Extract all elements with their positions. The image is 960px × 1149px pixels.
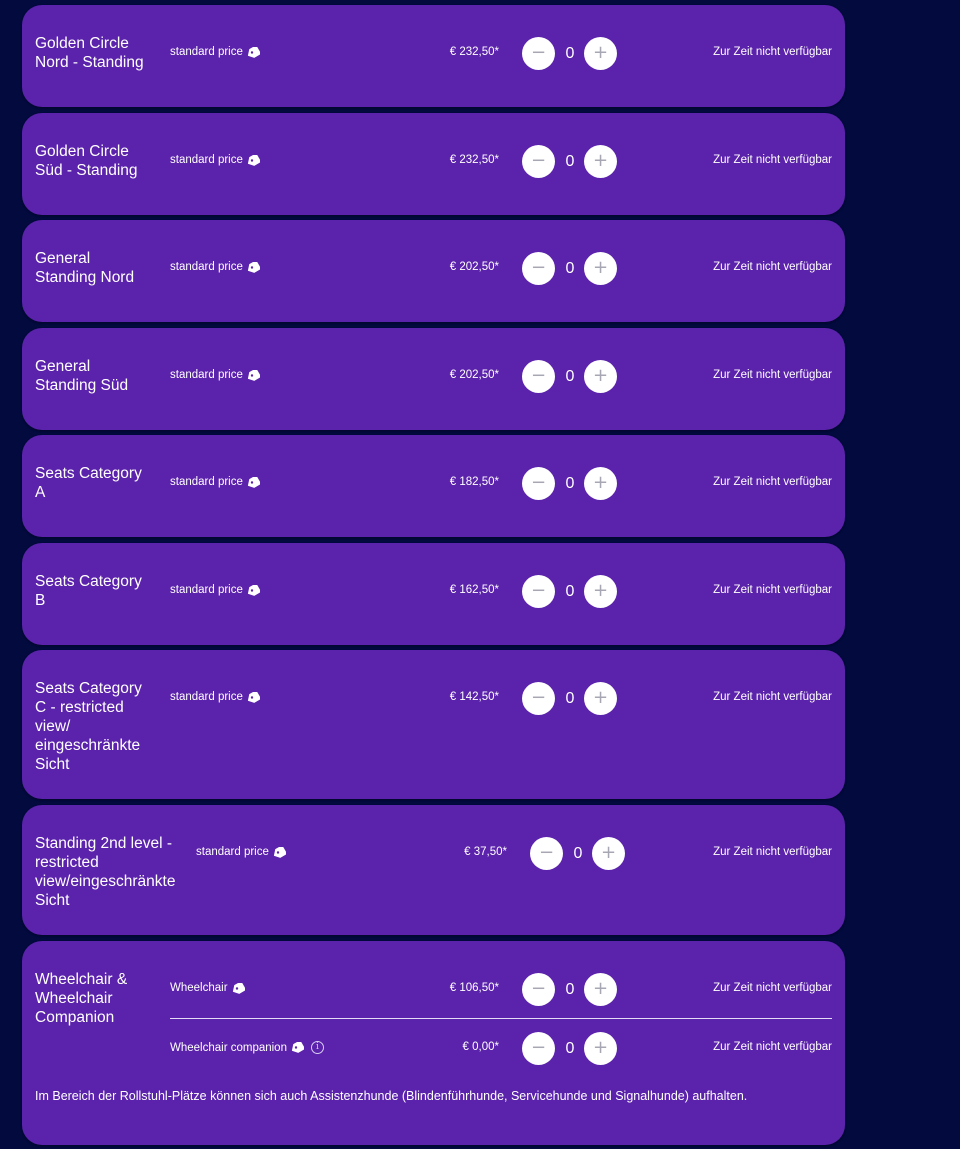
assistance-dog-note: Im Bereich der Rollstuhl-Plätze können sich auch Assistenzhunde (Blindenführhunde, Servicehunde und Signalhunde) aufhalten.	[35, 1089, 748, 1103]
decrease-quantity-button[interactable]: −	[522, 973, 555, 1006]
availability-status: Zur Zeit nicht verfügbar	[713, 691, 832, 703]
price-type-label: standard price	[170, 261, 243, 273]
quantity-value: 0	[565, 690, 575, 707]
price-type	[170, 476, 260, 488]
price-type-label: standard price	[170, 476, 243, 488]
ticket-card	[22, 650, 845, 799]
ticket-card	[22, 328, 845, 430]
quantity-value: 0	[565, 1040, 575, 1057]
ticket-card	[22, 5, 845, 107]
ticket-price: € 232,50*	[449, 154, 499, 166]
price-type	[170, 46, 260, 58]
ticket-price: € 106,50*	[449, 982, 499, 994]
ticket-title: Seats Category B	[35, 573, 142, 609]
ticket-title: Golden Circle Süd - Standing	[35, 143, 138, 179]
quantity-value: 0	[565, 368, 575, 385]
price-type-label: Wheelchair companion	[170, 1041, 287, 1054]
price-type	[170, 261, 260, 273]
price-type	[196, 846, 286, 858]
price-tag-icon	[247, 262, 260, 273]
decrease-quantity-button[interactable]: −	[522, 575, 555, 608]
increase-quantity-button[interactable]: +	[584, 682, 617, 715]
availability-status: Zur Zeit nicht verfügbar	[713, 46, 832, 58]
increase-quantity-button[interactable]: +	[584, 360, 617, 393]
ticket-price: € 202,50*	[449, 369, 499, 381]
quantity-value: 0	[565, 260, 575, 277]
ticket-card	[22, 543, 845, 645]
ticket-card	[22, 220, 845, 322]
ticket-card	[22, 805, 845, 935]
increase-quantity-button[interactable]: +	[584, 467, 617, 500]
availability-status: Zur Zeit nicht verfügbar	[713, 369, 832, 381]
price-tag-icon	[273, 847, 286, 858]
increase-quantity-button[interactable]: +	[584, 1032, 617, 1065]
ticket-card	[22, 435, 845, 537]
price-type	[170, 982, 245, 994]
quantity-value: 0	[565, 981, 575, 998]
quantity-value: 0	[565, 583, 575, 600]
info-icon[interactable]: i	[311, 1041, 324, 1054]
decrease-quantity-button[interactable]: −	[522, 145, 555, 178]
ticket-title: Seats Category A	[35, 465, 142, 501]
option-divider	[170, 1018, 832, 1019]
ticket-card	[22, 113, 845, 215]
ticket-title: General Standing Nord	[35, 250, 135, 286]
price-type-label: standard price	[170, 154, 243, 166]
availability-status: Zur Zeit nicht verfügbar	[713, 584, 832, 596]
price-type-label: standard price	[170, 584, 243, 596]
ticket-price: € 162,50*	[449, 584, 499, 596]
increase-quantity-button[interactable]: +	[584, 252, 617, 285]
ticket-price: € 0,00*	[462, 1041, 499, 1053]
ticket-price: € 142,50*	[449, 691, 499, 703]
increase-quantity-button[interactable]: +	[584, 575, 617, 608]
availability-status: Zur Zeit nicht verfügbar	[713, 846, 832, 858]
decrease-quantity-button[interactable]: −	[530, 837, 563, 870]
increase-quantity-button[interactable]: +	[584, 973, 617, 1006]
price-tag-icon	[247, 47, 260, 58]
decrease-quantity-button[interactable]: −	[522, 37, 555, 70]
quantity-value: 0	[565, 475, 575, 492]
ticket-title: Wheelchair & Wheelchair Companion	[35, 971, 128, 1026]
decrease-quantity-button[interactable]: −	[522, 467, 555, 500]
ticket-title: Seats Category C - restricted view/ eingeschränkte Sicht	[35, 680, 142, 773]
decrease-quantity-button[interactable]: −	[522, 252, 555, 285]
price-type-label: standard price	[170, 691, 243, 703]
price-tag-icon	[247, 477, 260, 488]
price-tag-icon	[247, 370, 260, 381]
price-type-label: standard price	[170, 46, 243, 58]
quantity-value: 0	[573, 845, 583, 862]
price-type	[170, 691, 260, 703]
decrease-quantity-button[interactable]: −	[522, 682, 555, 715]
price-type	[170, 1041, 324, 1054]
quantity-value: 0	[565, 153, 575, 170]
price-tag-icon	[232, 983, 245, 994]
decrease-quantity-button[interactable]: −	[522, 1032, 555, 1065]
ticket-price: € 202,50*	[449, 261, 499, 273]
ticket-title: Standing 2nd level - restricted view/eingeschränkte Sicht	[35, 835, 176, 909]
price-type	[170, 584, 260, 596]
decrease-quantity-button[interactable]: −	[522, 360, 555, 393]
increase-quantity-button[interactable]: +	[584, 145, 617, 178]
increase-quantity-button[interactable]: +	[584, 37, 617, 70]
ticket-price: € 37,50*	[464, 846, 507, 858]
ticket-price: € 232,50*	[449, 46, 499, 58]
quantity-value: 0	[565, 45, 575, 62]
price-tag-icon	[247, 585, 260, 596]
availability-status: Zur Zeit nicht verfügbar	[713, 261, 832, 273]
ticket-price: € 182,50*	[449, 476, 499, 488]
price-type-label: standard price	[170, 369, 243, 381]
increase-quantity-button[interactable]: +	[592, 837, 625, 870]
price-tag-icon	[291, 1042, 304, 1053]
wheelchair-ticket-card	[22, 941, 845, 1145]
price-tag-icon	[247, 155, 260, 166]
availability-status: Zur Zeit nicht verfügbar	[713, 476, 832, 488]
price-type	[170, 369, 260, 381]
price-type-label: standard price	[196, 846, 269, 858]
price-type-label: Wheelchair	[170, 982, 228, 994]
price-type	[170, 154, 260, 166]
availability-status: Zur Zeit nicht verfügbar	[713, 154, 832, 166]
ticket-title: Golden Circle Nord - Standing	[35, 35, 144, 71]
ticket-title: General Standing Süd	[35, 358, 129, 394]
price-tag-icon	[247, 692, 260, 703]
availability-status: Zur Zeit nicht verfügbar	[713, 1041, 832, 1053]
availability-status: Zur Zeit nicht verfügbar	[713, 982, 832, 994]
